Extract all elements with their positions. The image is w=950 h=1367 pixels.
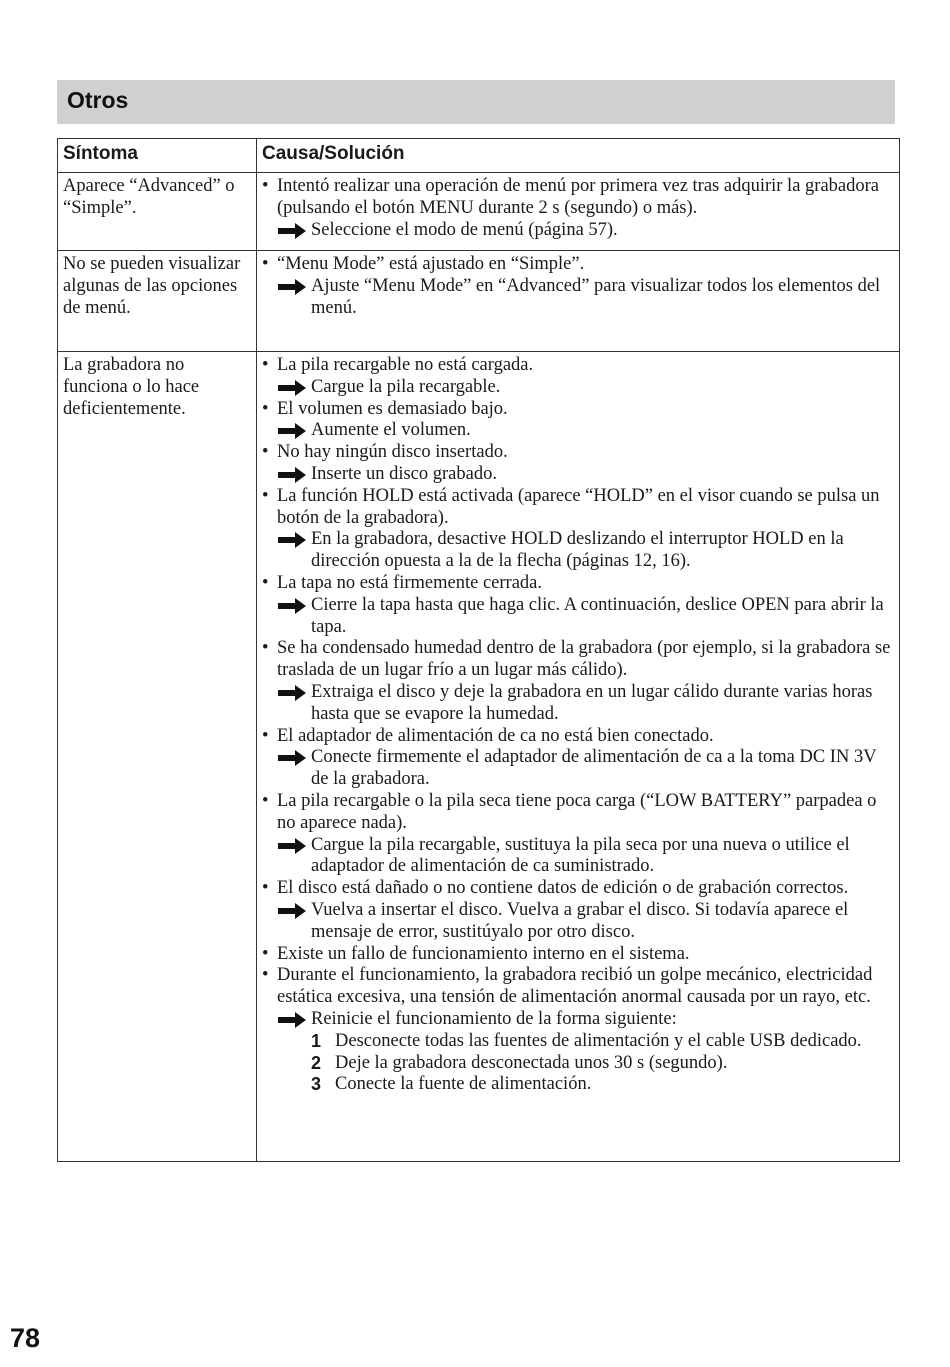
table-row: [58, 251, 900, 352]
cause-item: [262, 486, 894, 573]
table-header-row: [58, 139, 900, 173]
cause-item: [262, 573, 894, 638]
step: [262, 1053, 894, 1075]
table-row: [58, 173, 900, 251]
solution-text: Reinicie el funcionamiento de la forma siguiente:: [311, 1008, 677, 1029]
solution: [262, 900, 894, 944]
cause-item: [262, 399, 894, 443]
cause-item: [262, 791, 894, 878]
cause-text: La pila recargable o la pila seca tiene poca carga (“LOW BATTERY” parpadea o no aparece nada).: [277, 790, 877, 833]
symptom-cell: Aparece “Advanced” o “Simple”.: [58, 173, 257, 251]
solution-text: Cargue la pila recargable, sustituya la pila seca por una nueva o utilice el adaptador de alimentación de ca suministrado.: [311, 834, 850, 877]
cause-text: La función HOLD está activada (aparece “HOLD” en el visor cuando se pulsa un botón de la grabadora).: [277, 485, 880, 528]
cause-cell: [257, 173, 900, 251]
bullet: •: [262, 965, 269, 986]
bullet: •: [262, 943, 269, 964]
solution: [262, 835, 894, 879]
cause-cell: [257, 352, 900, 1162]
cause-list: [262, 254, 894, 319]
bullet: •: [262, 176, 269, 196]
bullet: •: [262, 638, 269, 659]
arrow-right-icon: [277, 1012, 307, 1028]
step-number: 1: [311, 1030, 322, 1051]
arrow-right-icon: [277, 750, 307, 766]
symptom-cell: No se pueden visualizar algunas de las opciones de menú.: [58, 251, 257, 352]
solution: [262, 529, 894, 573]
cause-item: [262, 726, 894, 791]
cause-text: Existe un fallo de funcionamiento interno en el sistema.: [277, 943, 690, 964]
solution: [262, 377, 894, 399]
step: [262, 1074, 894, 1096]
arrow-right-icon: [277, 380, 307, 396]
cause-item: [262, 878, 894, 943]
bullet: •: [262, 355, 269, 375]
arrow-right-icon: [277, 903, 307, 919]
bullet: •: [262, 485, 269, 506]
solution: [262, 276, 894, 320]
solution-text: Extraiga el disco y deje la grabadora en un lugar cálido durante varias horas hasta que se evapore la humedad.: [311, 681, 873, 724]
step-text: Conecte la fuente de alimentación.: [335, 1074, 592, 1095]
solution-text: Aumente el volumen.: [311, 420, 471, 441]
symptom-cell: La grabadora no funciona o lo hace deficientemente.: [58, 352, 257, 1162]
step-number: 2: [311, 1052, 322, 1073]
arrow-right-icon: [277, 467, 307, 483]
cause-text: La pila recargable no está cargada.: [277, 355, 534, 375]
step-text: Deje la grabadora desconectada unos 30 s (segundo).: [335, 1052, 728, 1073]
solution: [262, 682, 894, 726]
step-text: Desconecte todas las fuentes de alimentación y el cable USB dedicado.: [335, 1030, 862, 1051]
cause-text: “Menu Mode” está ajustado en “Simple”.: [277, 254, 585, 274]
cause-item: [262, 944, 894, 966]
cause-list: [262, 355, 894, 1096]
solution-text: Vuelva a insertar el disco. Vuelva a grabar el disco. Si todavía aparece el mensaje de error, sustitúyalo por otro disco.: [311, 899, 849, 942]
cause-text: Intentó realizar una operación de menú por primera vez tras adquirir la grabadora (pulsando el botón MENU durante 2 s (segundo) o más).: [277, 176, 879, 218]
cause-cell: [257, 251, 900, 352]
section-header: [57, 80, 895, 124]
solution-text: En la grabadora, desactive HOLD deslizando el interruptor HOLD en la dirección opuesta a la de la flecha (páginas 12, 16).: [311, 529, 844, 572]
cause-item: [262, 638, 894, 725]
bullet: •: [262, 725, 269, 746]
bullet: •: [262, 790, 269, 811]
cause-text: El volumen es demasiado bajo.: [277, 398, 508, 419]
bullet: •: [262, 572, 269, 593]
solution: [262, 747, 894, 791]
solution-text: Cargue la pila recargable.: [311, 376, 501, 397]
cause-item: [262, 254, 894, 319]
solution-text: Ajuste “Menu Mode” en “Advanced” para visualizar todos los elementos del menú.: [311, 275, 881, 318]
bullet: •: [262, 254, 269, 274]
cause-text: El adaptador de alimentación de ca no está bien conectado.: [277, 725, 714, 746]
cause-item: [262, 442, 894, 486]
table-row: [58, 352, 900, 1162]
cause-text: Se ha condensado humedad dentro de la grabadora (por ejemplo, si la grabadora se traslada de un lugar frío a un lugar más cálido).: [277, 638, 891, 681]
arrow-right-icon: [277, 598, 307, 614]
section-title: Otros: [67, 87, 129, 113]
solution: [262, 464, 894, 486]
page-number: 78: [10, 1323, 41, 1353]
solution: [262, 595, 894, 639]
arrow-right-icon: [277, 223, 307, 239]
header-cause: Causa/Solución: [257, 139, 900, 173]
cause-text: Durante el funcionamiento, la grabadora recibió un golpe mecánico, electricidad estática excesiva, una tensión de alimentación anormal causada por un rayo, etc.: [277, 965, 873, 1008]
bullet: •: [262, 398, 269, 419]
step: [262, 1031, 894, 1053]
solution-text: Cierre la tapa hasta que haga clic. A continuación, deslice OPEN para abrir la tapa.: [311, 594, 884, 637]
solution: [262, 420, 894, 442]
cause-text: No hay ningún disco insertado.: [277, 442, 508, 463]
bullet: •: [262, 442, 269, 463]
cause-item: [262, 176, 894, 241]
troubleshooting-table: [57, 138, 900, 1162]
solution-text: Seleccione el modo de menú (página 57).: [311, 219, 618, 240]
cause-list: [262, 176, 894, 241]
arrow-right-icon: [277, 532, 307, 548]
step-number: 3: [311, 1074, 322, 1095]
solution-text: Inserte un disco grabado.: [311, 463, 497, 484]
solution-text: Conecte firmemente el adaptador de alimentación de ca a la toma DC IN 3V de la grabadora.: [311, 747, 877, 790]
solution: [262, 1009, 894, 1031]
header-symptom: Síntoma: [58, 139, 257, 173]
arrow-right-icon: [277, 279, 307, 295]
arrow-right-icon: [277, 685, 307, 701]
arrow-right-icon: [277, 423, 307, 439]
bullet: •: [262, 878, 269, 899]
cause-item: [262, 965, 894, 1096]
cause-text: La tapa no está firmemente cerrada.: [277, 572, 543, 593]
solution: [262, 220, 894, 242]
cause-text: El disco está dañado o no contiene datos de edición o de grabación correctos.: [277, 878, 849, 899]
arrow-right-icon: [277, 838, 307, 854]
cause-item: [262, 355, 894, 399]
